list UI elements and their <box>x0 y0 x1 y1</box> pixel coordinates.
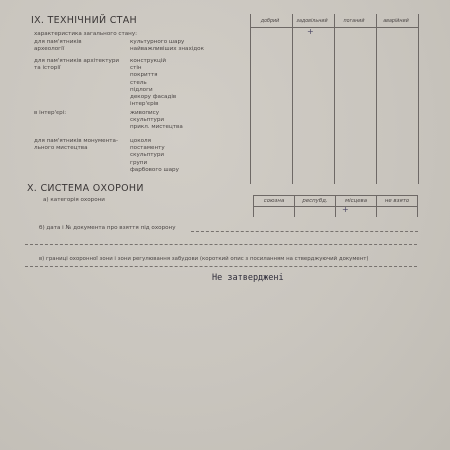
list-item: підлоги <box>130 86 153 93</box>
list-item: конструкцій <box>130 58 167 64</box>
section-9-title: IX. ТЕХНІЧНИЙ СТАН <box>31 15 137 26</box>
group-label: в інтер'єрі: <box>34 110 67 116</box>
header-poor: поганий <box>343 19 365 24</box>
list-item: прикл. мистецтва <box>130 124 183 131</box>
header-satisfactory: задовільний <box>296 19 328 24</box>
group-items <box>130 39 204 53</box>
table-col-rule <box>376 14 377 184</box>
category-republic: респубд. <box>302 198 328 204</box>
header-emergency: аварійний <box>383 19 409 24</box>
list-item: покриття <box>130 72 158 79</box>
table-col-rule <box>334 14 335 184</box>
category-rule <box>417 195 418 217</box>
fill-line <box>25 266 417 267</box>
list-item: групи <box>130 159 148 166</box>
list-item: цоколя <box>130 138 151 144</box>
category-check-mark: + <box>342 205 349 214</box>
category-union: союзна <box>263 198 285 204</box>
table-col-rule <box>250 14 251 184</box>
group-items <box>130 58 176 108</box>
document-date-label: б) дата і № документа про взяття під охорону <box>39 225 176 231</box>
list-item: постаменту <box>130 145 165 152</box>
list-item: стін <box>130 65 142 72</box>
table-col-rule <box>292 14 293 184</box>
zone-boundaries-label: в) границі охоронної зони і зони регулювання забудови (короткий опис з посиланням на стверджуючий документ) <box>39 256 369 262</box>
protection-category-label: а) категорія охорони <box>43 197 105 203</box>
group-items <box>130 138 179 174</box>
list-item: декору фасадів <box>130 94 177 101</box>
list-item: живопису <box>130 110 160 116</box>
header-good: добрий <box>260 19 280 24</box>
typed-note: Не затверджені <box>212 273 284 283</box>
fill-line <box>191 231 418 232</box>
list-item: культурного шару <box>130 39 185 45</box>
group-label: для пам'ятників монумента- льного мистецтва <box>34 138 118 151</box>
list-item: скульптури <box>130 152 165 159</box>
group-label: для пам'ятників архітектури та історії <box>34 58 120 71</box>
table-col-rule <box>418 14 419 184</box>
check-mark: + <box>307 27 314 36</box>
fill-line <box>25 244 417 245</box>
category-not-taken: не взято <box>384 198 410 204</box>
list-item: стель <box>130 79 147 86</box>
group-items <box>130 110 183 132</box>
category-local: місцева <box>345 198 367 204</box>
list-item: найважливіших знахідок <box>130 46 204 53</box>
section-10-title: X. СИСТЕМА ОХОРОНИ <box>27 183 144 194</box>
group-label: для пам'ятників археології <box>34 39 82 52</box>
list-item: скульптури <box>130 117 165 124</box>
list-item: фарбового шару <box>130 166 179 173</box>
general-state-label: характеристика загального стану: <box>34 31 138 37</box>
list-item: інтер'єрів <box>130 101 159 108</box>
